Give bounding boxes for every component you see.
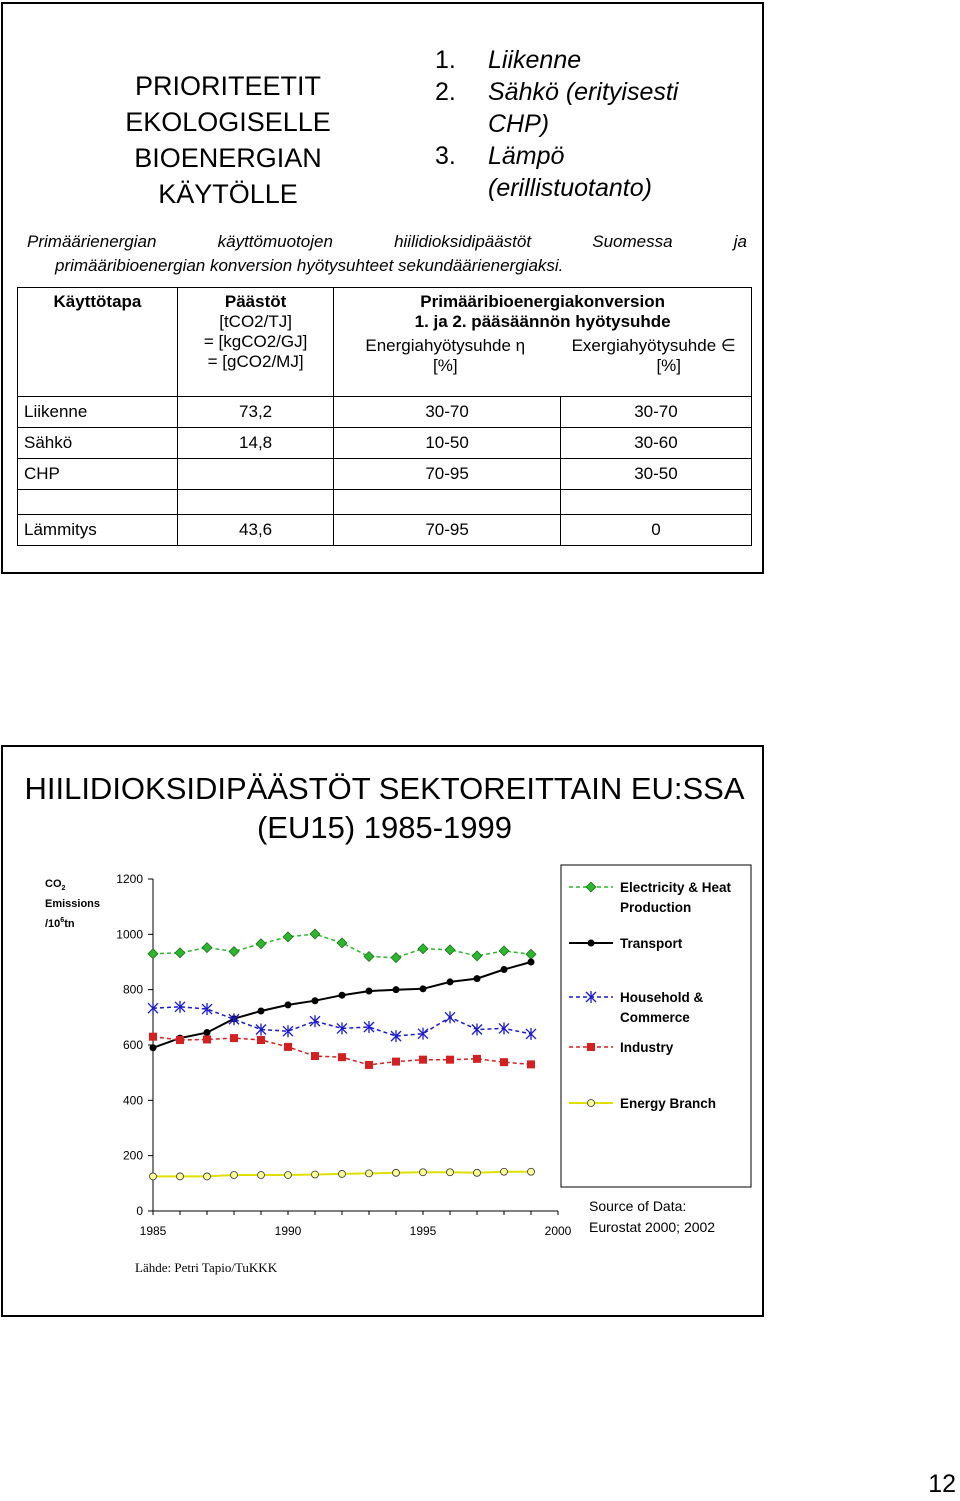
header-emissions-unit: = [kgCO2/GJ] [203, 332, 308, 351]
data-point [256, 939, 266, 949]
data-point [338, 1053, 346, 1061]
cell-energy: 30-70 [334, 397, 561, 428]
series-group [149, 1033, 535, 1069]
data-point [364, 951, 374, 961]
data-point [446, 1056, 454, 1064]
table-spacer-row [18, 490, 752, 515]
data-point [447, 978, 454, 985]
data-point [310, 1015, 320, 1027]
data-point [501, 1168, 508, 1175]
header-energy-unit: [%] [432, 356, 458, 375]
data-point [587, 1043, 595, 1051]
data-point [420, 985, 427, 992]
priority-list [435, 44, 735, 204]
priority-item [435, 140, 735, 204]
data-point [445, 1011, 455, 1023]
table-row [18, 397, 752, 428]
data-point [419, 1056, 427, 1064]
data-point [339, 1170, 346, 1177]
legend-label: Commerce [620, 1010, 690, 1025]
data-point [393, 986, 400, 993]
data-point [366, 1170, 373, 1177]
data-point [311, 1052, 319, 1060]
title-line: BIOENERGIAN [134, 143, 322, 173]
source-value: Eurostat 2000; 2002 [589, 1219, 716, 1235]
cell-emissions: 14,8 [177, 428, 333, 459]
priority-item [435, 76, 735, 140]
y-tick-label: 200 [122, 1148, 143, 1163]
slide-priorities [1, 2, 764, 574]
data-point [473, 1055, 481, 1063]
data-point [231, 1172, 238, 1179]
legend-label: Household & [620, 990, 704, 1005]
y-tick-label: 0 [136, 1204, 143, 1218]
data-point [526, 1028, 536, 1040]
data-point [230, 1034, 238, 1042]
priority-label: Liikenne [488, 46, 582, 74]
data-point [176, 1036, 184, 1044]
header-exergy-unit: [%] [656, 356, 681, 375]
cell-use: Liikenne [18, 397, 178, 428]
y-axis-label: $CO_2$ [45, 878, 66, 892]
priority-label: Sähkö (erityisesti CHP) [488, 78, 679, 138]
y-tick-label: 1200 [116, 872, 143, 886]
header-conversion-title: Primääribioenergiakonversion [420, 292, 665, 311]
data-point [499, 946, 509, 956]
data-point [528, 959, 535, 966]
data-point [499, 1022, 509, 1034]
caption-word: ja [733, 232, 747, 251]
data-point [229, 946, 239, 956]
cell-use: Sähkö [18, 428, 178, 459]
table-header-row [18, 288, 752, 397]
header-conversion [334, 288, 752, 397]
series-line [153, 962, 531, 1048]
data-point [366, 988, 373, 995]
caption-word: Suomessa [592, 232, 673, 251]
y-axis-label: $/10^6tn$ [45, 917, 75, 930]
data-point [312, 997, 319, 1004]
chart-title-line: HIILIDIOKSIDIPÄÄSTÖT SEKTOREITTAIN EU:SSA [24, 771, 745, 806]
source-label: Source of Data: [589, 1198, 687, 1214]
caption-word: käyttömuotojen [217, 232, 333, 251]
data-point [310, 929, 320, 939]
cell-emissions [177, 459, 333, 490]
cell-energy: 70-95 [334, 515, 561, 546]
priority-item [435, 44, 735, 76]
efficiency-table [17, 287, 752, 546]
title-line: KÄYTÖLLE [158, 179, 298, 209]
header-emissions [177, 288, 333, 397]
cell-exergy: 0 [560, 515, 751, 546]
y-tick-label: 600 [122, 1038, 143, 1052]
data-point [337, 938, 347, 948]
cell-energy: 70-95 [334, 459, 561, 490]
data-point [203, 1035, 211, 1043]
series-group [148, 929, 536, 963]
data-point [418, 944, 428, 954]
legend-label: Industry [620, 1040, 674, 1055]
cell-energy: 10-50 [334, 428, 561, 459]
header-energy: Energiahyötysuhde η [365, 336, 526, 355]
cell-emissions: 73,2 [177, 397, 333, 428]
chart-title [3, 769, 766, 847]
data-point [258, 1172, 265, 1179]
data-point [177, 1173, 184, 1180]
data-point [588, 940, 595, 947]
table-caption [27, 230, 747, 278]
priority-number: 1. [435, 46, 456, 74]
data-point [500, 1058, 508, 1066]
data-point [588, 1100, 595, 1107]
data-point [202, 943, 212, 953]
x-tick-label: 1990 [274, 1224, 302, 1238]
cell-use: Lämmitys [18, 515, 178, 546]
data-point [365, 1061, 373, 1069]
priority-number: 3. [435, 142, 456, 170]
data-point [149, 1033, 157, 1041]
emissions-line-chart [3, 857, 766, 1307]
data-point [175, 948, 185, 958]
data-point [528, 1168, 535, 1175]
x-tick-label: 2000 [544, 1224, 572, 1238]
cell-use: CHP [18, 459, 178, 490]
page-number: 12 [928, 1470, 956, 1498]
source-credit: Lähde: Petri Tapio/TuKKK [135, 1260, 278, 1275]
data-point [229, 1013, 239, 1025]
data-point [474, 975, 481, 982]
table-row [18, 515, 752, 546]
table-row [18, 459, 752, 490]
data-point [150, 1173, 157, 1180]
data-point [445, 945, 455, 955]
data-point [284, 1043, 292, 1051]
chart-series [148, 929, 536, 1180]
header-exergy: Exergiahyötysuhde ∈ [571, 336, 736, 355]
data-point [391, 953, 401, 963]
data-point [527, 1060, 535, 1068]
data-point [148, 949, 158, 959]
legend-label: Energy Branch [620, 1096, 717, 1111]
data-point [285, 1172, 292, 1179]
header-use [18, 288, 178, 397]
data-point [312, 1171, 319, 1178]
legend-label: Electricity & Heat [620, 880, 732, 895]
data-point [204, 1029, 211, 1036]
data-point [258, 1007, 265, 1014]
header-emissions-title: Päästöt [224, 292, 287, 311]
cell-exergy: 30-60 [560, 428, 751, 459]
chart-legend [561, 865, 751, 1187]
data-point [392, 1058, 400, 1066]
header-emissions-unit: = [gCO2/MJ] [207, 352, 304, 371]
y-tick-label: 800 [122, 982, 143, 997]
cell-emissions: 43,6 [177, 515, 333, 546]
data-point [420, 1169, 427, 1176]
header-conversion-sub: 1. ja 2. pääsäännön hyötysuhde [414, 312, 671, 331]
data-point [204, 1173, 211, 1180]
header-use-label: Käyttötapa [53, 292, 142, 311]
caption-word: Primäärienergian [27, 232, 157, 251]
slide-title [63, 68, 393, 212]
x-tick-label: 1995 [409, 1224, 437, 1238]
y-axis-label: Emissions [45, 898, 101, 910]
caption-line: primääribioenergian konversion hyötysuhteet sekundäärienergiaksi. [55, 256, 564, 275]
chart-axes [45, 872, 572, 1238]
data-point [393, 1169, 400, 1176]
title-line: EKOLOGISELLE [125, 107, 331, 137]
priority-number: 2. [435, 78, 456, 106]
data-point [474, 1169, 481, 1176]
data-point [472, 951, 482, 961]
caption-word: hiilidioksidipäästöt [394, 232, 532, 251]
y-tick-label: 1000 [116, 927, 143, 942]
x-tick-label: 1985 [139, 1224, 167, 1238]
priority-label: Lämpö (erillistuotanto) [488, 142, 652, 202]
slide-emissions-chart [1, 745, 764, 1317]
data-point [150, 1044, 157, 1051]
y-tick-label: 400 [122, 1093, 143, 1108]
title-line: PRIORITEETIT [134, 71, 321, 101]
data-point [257, 1036, 265, 1044]
legend-label: Production [620, 900, 692, 915]
data-point [526, 949, 536, 959]
data-point [339, 992, 346, 999]
chart-title-line: (EU15) 1985-1999 [256, 810, 513, 845]
series-group [150, 1168, 535, 1180]
legend-label: Transport [620, 936, 683, 951]
cell-exergy: 30-70 [560, 397, 751, 428]
data-point [285, 1001, 292, 1008]
cell-exergy: 30-50 [560, 459, 751, 490]
data-point [283, 932, 293, 942]
table-row [18, 428, 752, 459]
data-point [501, 966, 508, 973]
data-point [447, 1169, 454, 1176]
header-emissions-unit: [tCO2/TJ] [219, 312, 292, 331]
